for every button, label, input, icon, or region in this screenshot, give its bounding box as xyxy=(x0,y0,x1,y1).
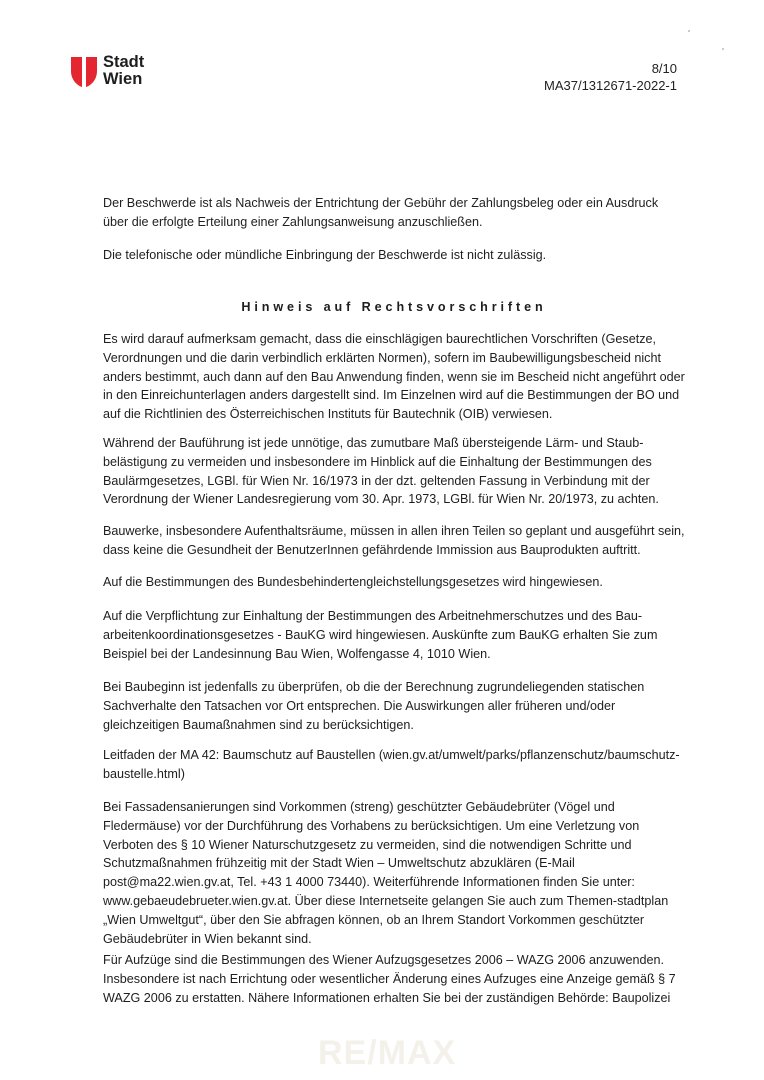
logo-line-2: Wien xyxy=(103,70,143,88)
logo-wordmark xyxy=(103,54,144,88)
document-meta xyxy=(544,60,677,94)
paragraph-noise-dust: Während der Bauführung ist jede unnötige, das zumutbare Maß übersteigende Lärm- und Staub-belästigung zu vermeiden und insbesondere im Hinblick auf die Einhaltung der Bestimmungen des Baulärmgesetzes, LGBl. für Wien Nr. 16/1973 in der dzt. geltenden Fassung in Verbindung mit der Verordnung der Wiener Landesregierung vom 30. Apr. 1973, LGBl. für Wien Nr. 20/1973, zu achten. xyxy=(103,436,659,507)
paragraph-immission: Bauwerke, insbesondere Aufenthaltsräume, müssen in allen ihren Teilen so geplant und ausgeführt sein, dass keine die Gesundheit der BenutzerInnen gefährdende Immission aus Bauprodukten auftritt. xyxy=(103,524,685,557)
paragraph-building-breeders: Bei Fassadensanierungen sind Vorkommen (streng) geschützter Gebäudebrüter (Vögel und Fledermäuse) vor der Durchführung des Vorhabens zu berücksichtigen. Um eine Verletzung von Verboten des § 10 Wiener Naturschutzgesetz zu vermeiden, sind die notwendigen Schritte und Schutzmaßnahmen frühzeitig mit der Stadt Wien – Umweltschutz abzuklären (E-Mail post@ma22.wien.gv.at, Tel. +43 1 4000 73440). Weiterführende Informationen finden Sie unter: www.gebaeudebrueter.wien.gv.at. Über diese Internetseite gelangen Sie auch zum Themen-stadtplan „Wien Umweltgut“, über den Sie abfragen können, ob an Ihrem Standort Vorkommen geschützter Gebäudebrüter in Wien bekannt sind. xyxy=(103,800,669,946)
paragraph-static-check: Bei Baubeginn ist jedenfalls zu überprüfen, ob die der Berechnung zugrundeliegenden statischen Sachverhalte den Tatsachen vor Ort entsprechen. Die Auswirkungen aller früheren und/oder gleichzeitigen Baumaßnahmen sind zu berücksichtigen. xyxy=(103,680,645,732)
paragraph-elevators: Für Aufzüge sind die Bestimmungen des Wiener Aufzugsgesetzes 2006 – WAZG 2006 anzuwenden. Insbesondere ist nach Errichtung oder wesentlicher Änderung eines Aufzuges eine Anzeige gemäß § 7 WAZG 2006 zu erstatten. Nähere Informationen erhalten Sie bei der zuständigen Behörde: Baupolizei xyxy=(103,953,676,1005)
page-number: 8/10 xyxy=(651,61,677,76)
paragraph-oral-filing: Die telefonische oder mündliche Einbringung der Beschwerde ist nicht zulässig. xyxy=(103,248,547,262)
scan-speck xyxy=(722,48,724,50)
stadt-wien-logo xyxy=(71,54,161,90)
paragraph-fee-proof: Der Beschwerde ist als Nachweis der Entrichtung der Gebühr der Zahlungsbeleg oder ein Ausdruck über die erfolgte Erteilung einer Zahlungsanweisung anzuschließen. xyxy=(103,196,659,229)
paragraph-disability-equality: Auf die Bestimmungen des Bundesbehindertengleichstellungsgesetzes wird hingewiesen. xyxy=(103,575,603,589)
reference-number: MA37/1312671-2022-1 xyxy=(544,78,677,93)
paragraph-worker-protection: Auf die Verpflichtung zur Einhaltung der Bestimmungen des Arbeitnehmerschutzes und des Bau-arbeitenkoordinationsgesetzes - BauKG wird hingewiesen. Auskünfte zum BauKG erhalten Sie zum Beispiel bei der Landesinnung Bau Wien, Wolfengasse 4, 1010 Wien. xyxy=(103,609,658,661)
remax-watermark: RE/MAX xyxy=(318,1034,457,1072)
logo-line-1: Stadt xyxy=(103,53,145,71)
paragraph-tree-protection: Leitfaden der MA 42: Baumschutz auf Baustellen (wien.gv.at/umwelt/parks/pflanzenschutz/baumschutz-baustelle.html) xyxy=(103,748,680,781)
paragraph-building-regulations: Es wird darauf aufmerksam gemacht, dass die einschlägigen baurechtlichen Vorschriften (Gesetze, Verordnungen und die darin verbindlich erklärten Normen), sofern im Baubewilligungsbescheid nicht anders bestimmt, auch dann auf den Bau Anwendung finden, wenn sie im Bescheid nicht angeführt oder in den Einreichunterlagen anders dargestellt sind. Im Einzelnen wird auf die Bestimmungen der BO und auf die Richtlinien des Österreichischen Instituts für Bautechnik (OIB) verwiesen. xyxy=(103,332,685,422)
scan-speck xyxy=(688,30,690,32)
section-heading: Hinweis auf Rechtsvorschriften xyxy=(241,300,547,314)
vienna-shield-icon xyxy=(71,57,97,87)
